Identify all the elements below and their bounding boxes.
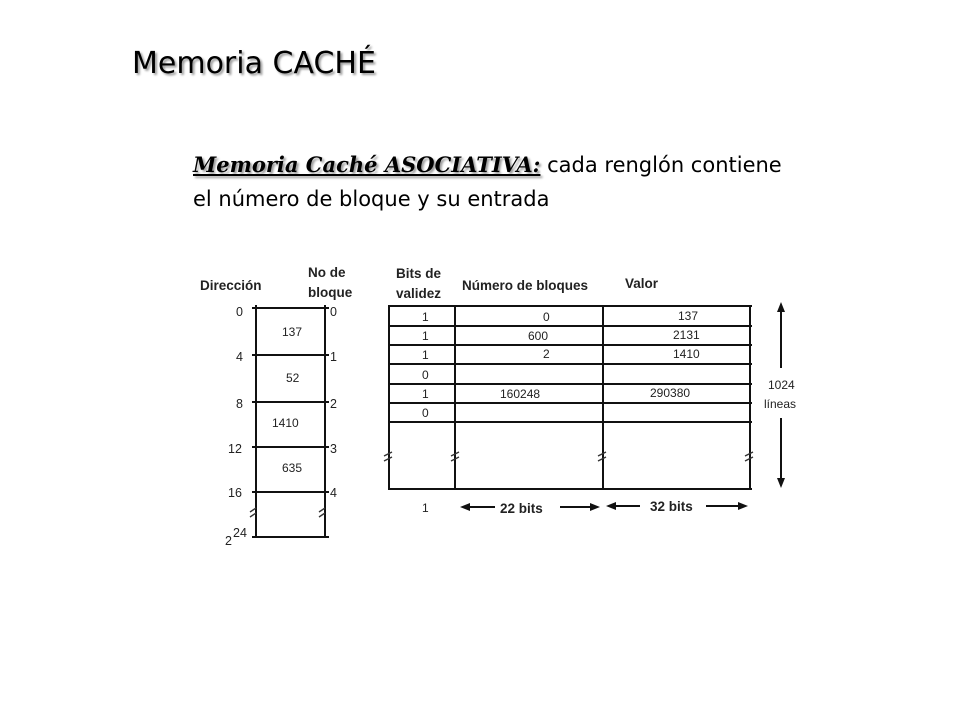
cache-valid-bit: 1 (422, 387, 429, 401)
cache-row (422, 309, 698, 324)
address-label: 12 (228, 442, 242, 456)
cache-block-number: 160248 (500, 387, 541, 401)
cache-last-valid-bit: 1 (422, 501, 429, 515)
bits-value-label: 32 bits (650, 499, 693, 514)
cache-break-marks (384, 452, 753, 461)
cache-value: 290380 (650, 386, 691, 400)
lines-count-arrow (777, 302, 785, 488)
subtitle-emphasis: Memoria Caché ASOCIATIVA: (193, 152, 541, 177)
header-valor: Valor (625, 276, 659, 291)
block-number-label: 1 (330, 350, 337, 364)
memory-value: 635 (282, 461, 303, 475)
header-numero-de-bloques: Número de bloques (462, 278, 589, 293)
slide-title: Memoria CACHÉ (132, 46, 376, 81)
memory-value: 52 (286, 371, 300, 385)
block-number-label: 0 (330, 305, 337, 319)
cache-block-number: 0 (543, 310, 550, 324)
address-label: 8 (236, 397, 243, 411)
header-direccion: Dirección (200, 278, 262, 293)
lines-count: 1024 (768, 378, 795, 392)
memory-value: 137 (282, 325, 303, 339)
cache-valid-bit: 0 (422, 368, 429, 382)
header-no-de: No de (308, 265, 346, 280)
cache-block-number: 2 (543, 347, 550, 361)
cache-valid-bit: 1 (422, 329, 429, 343)
address-label: 16 (228, 486, 242, 500)
subtitle-text-line1: cada renglón contiene (540, 153, 782, 177)
bits-block-label: 22 bits (500, 501, 543, 516)
header-bloque: bloque (308, 285, 353, 300)
address-label: 4 (236, 350, 243, 364)
cache-row (422, 406, 429, 420)
subtitle-text-line2: el número de bloque y su entrada (193, 187, 550, 211)
header-bits-de: Bits de (396, 266, 442, 281)
cache-value: 2131 (673, 328, 700, 342)
cache-row (422, 347, 700, 362)
cache-valid-bit: 0 (422, 406, 429, 420)
block-number-label: 2 (330, 397, 337, 411)
block-number-label: 3 (330, 442, 337, 456)
cache-value: 137 (678, 309, 699, 323)
address-label: 0 (236, 305, 243, 319)
address-power-base: 2 (225, 534, 232, 548)
cache-row (422, 386, 690, 401)
main-memory-break-marks (250, 508, 325, 517)
lines-label: líneas (764, 397, 797, 411)
cache-valid-bit: 1 (422, 310, 429, 324)
cache-valid-bit: 1 (422, 348, 429, 362)
memory-value: 1410 (272, 416, 299, 430)
address-power-exponent: 24 (233, 526, 247, 540)
cache-row (422, 328, 700, 343)
block-number-label: 4 (330, 486, 337, 500)
header-validez: validez (396, 286, 442, 301)
cache-value: 1410 (673, 347, 700, 361)
cache-row (422, 368, 429, 382)
cache-block-number: 600 (528, 329, 549, 343)
